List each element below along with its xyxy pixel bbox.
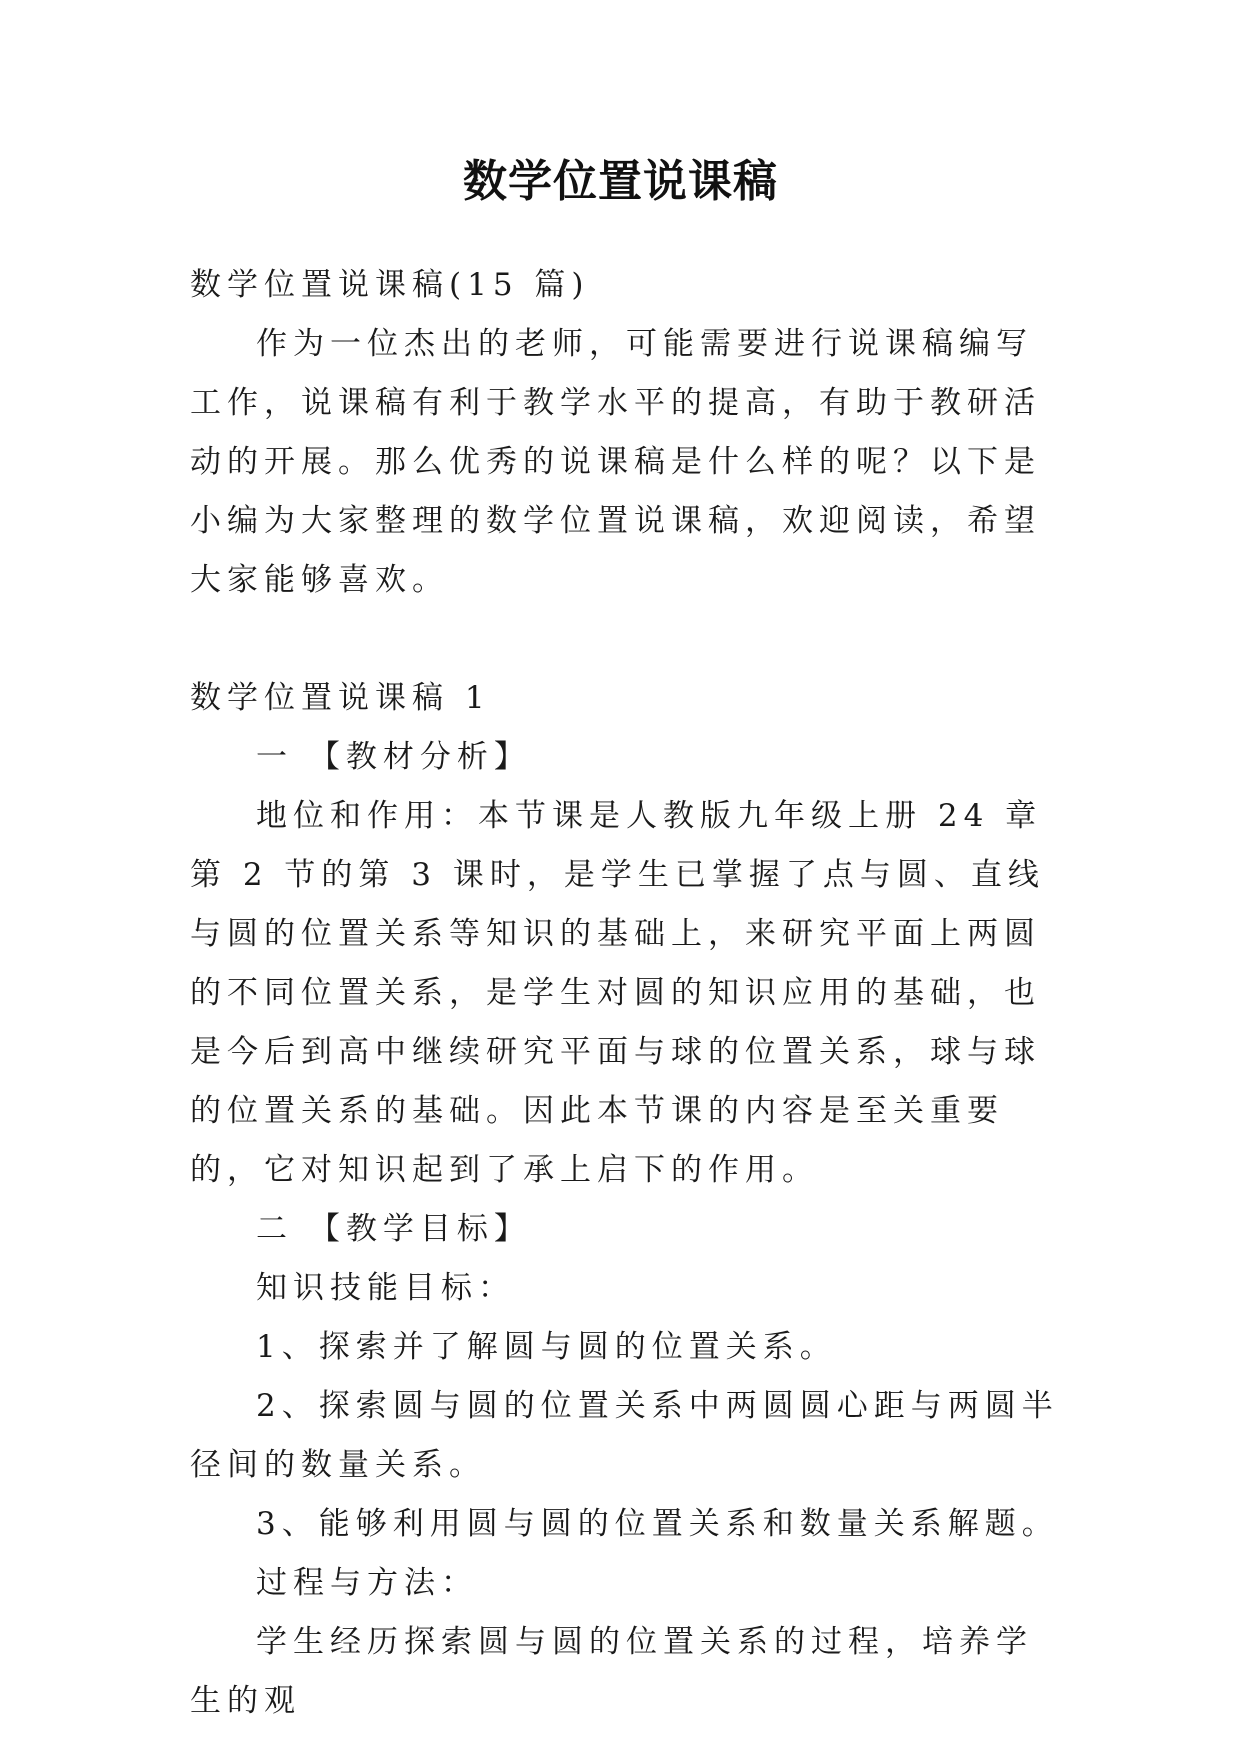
knowledge-goals-heading: 知识技能目标： <box>256 1270 515 1306</box>
page-title: 数学位置说课稿 <box>463 156 778 207</box>
document-subtitle: 数学位置说课稿(15 篇) <box>190 267 590 303</box>
process-heading: 过程与方法： <box>256 1565 478 1601</box>
part1-paragraph: 地位和作用：本节课是人教版九年级上册 24 章第 2 节的第 3 课时，是学生已掌握了点与圆、直线与圆的位置关系等知识的基础上，来研究平面上两圆的不同位置关系，是学生对圆的知识应用的基础，也是今后到高中继续研究平面与球的位置关系，球与球的位置关系的基础。因此本节课的内容是至关重要的，它对知识起到了承上启下的作用。 <box>190 798 1045 1188</box>
goal-item-1: 1、探索并了解圆与圆的位置关系。 <box>256 1329 837 1365</box>
goal-item-3: 3、能够利用圆与圆的位置关系和数量关系解题。 <box>256 1506 1059 1542</box>
goal-item-2: 2、探索圆与圆的位置关系中两圆圆心距与两圆半径间的数量关系。 <box>190 1388 1059 1483</box>
part2-heading: 二 【教学目标】 <box>256 1211 531 1247</box>
paragraph-spacer <box>190 610 1060 669</box>
section-heading: 数学位置说课稿 1 <box>190 680 491 716</box>
part1-heading: 一 【教材分析】 <box>256 739 531 775</box>
document-body <box>190 256 1060 1731</box>
intro-paragraph: 作为一位杰出的老师，可能需要进行说课稿编写工作，说课稿有利于教学水平的提高，有助于教研活动的开展。那么优秀的说课稿是什么样的呢？以下是小编为大家整理的数学位置说课稿，欢迎阅读，希望大家能够喜欢。 <box>190 326 1041 598</box>
process-paragraph: 学生经历探索圆与圆的位置关系的过程，培养学生的观 <box>190 1624 1033 1719</box>
